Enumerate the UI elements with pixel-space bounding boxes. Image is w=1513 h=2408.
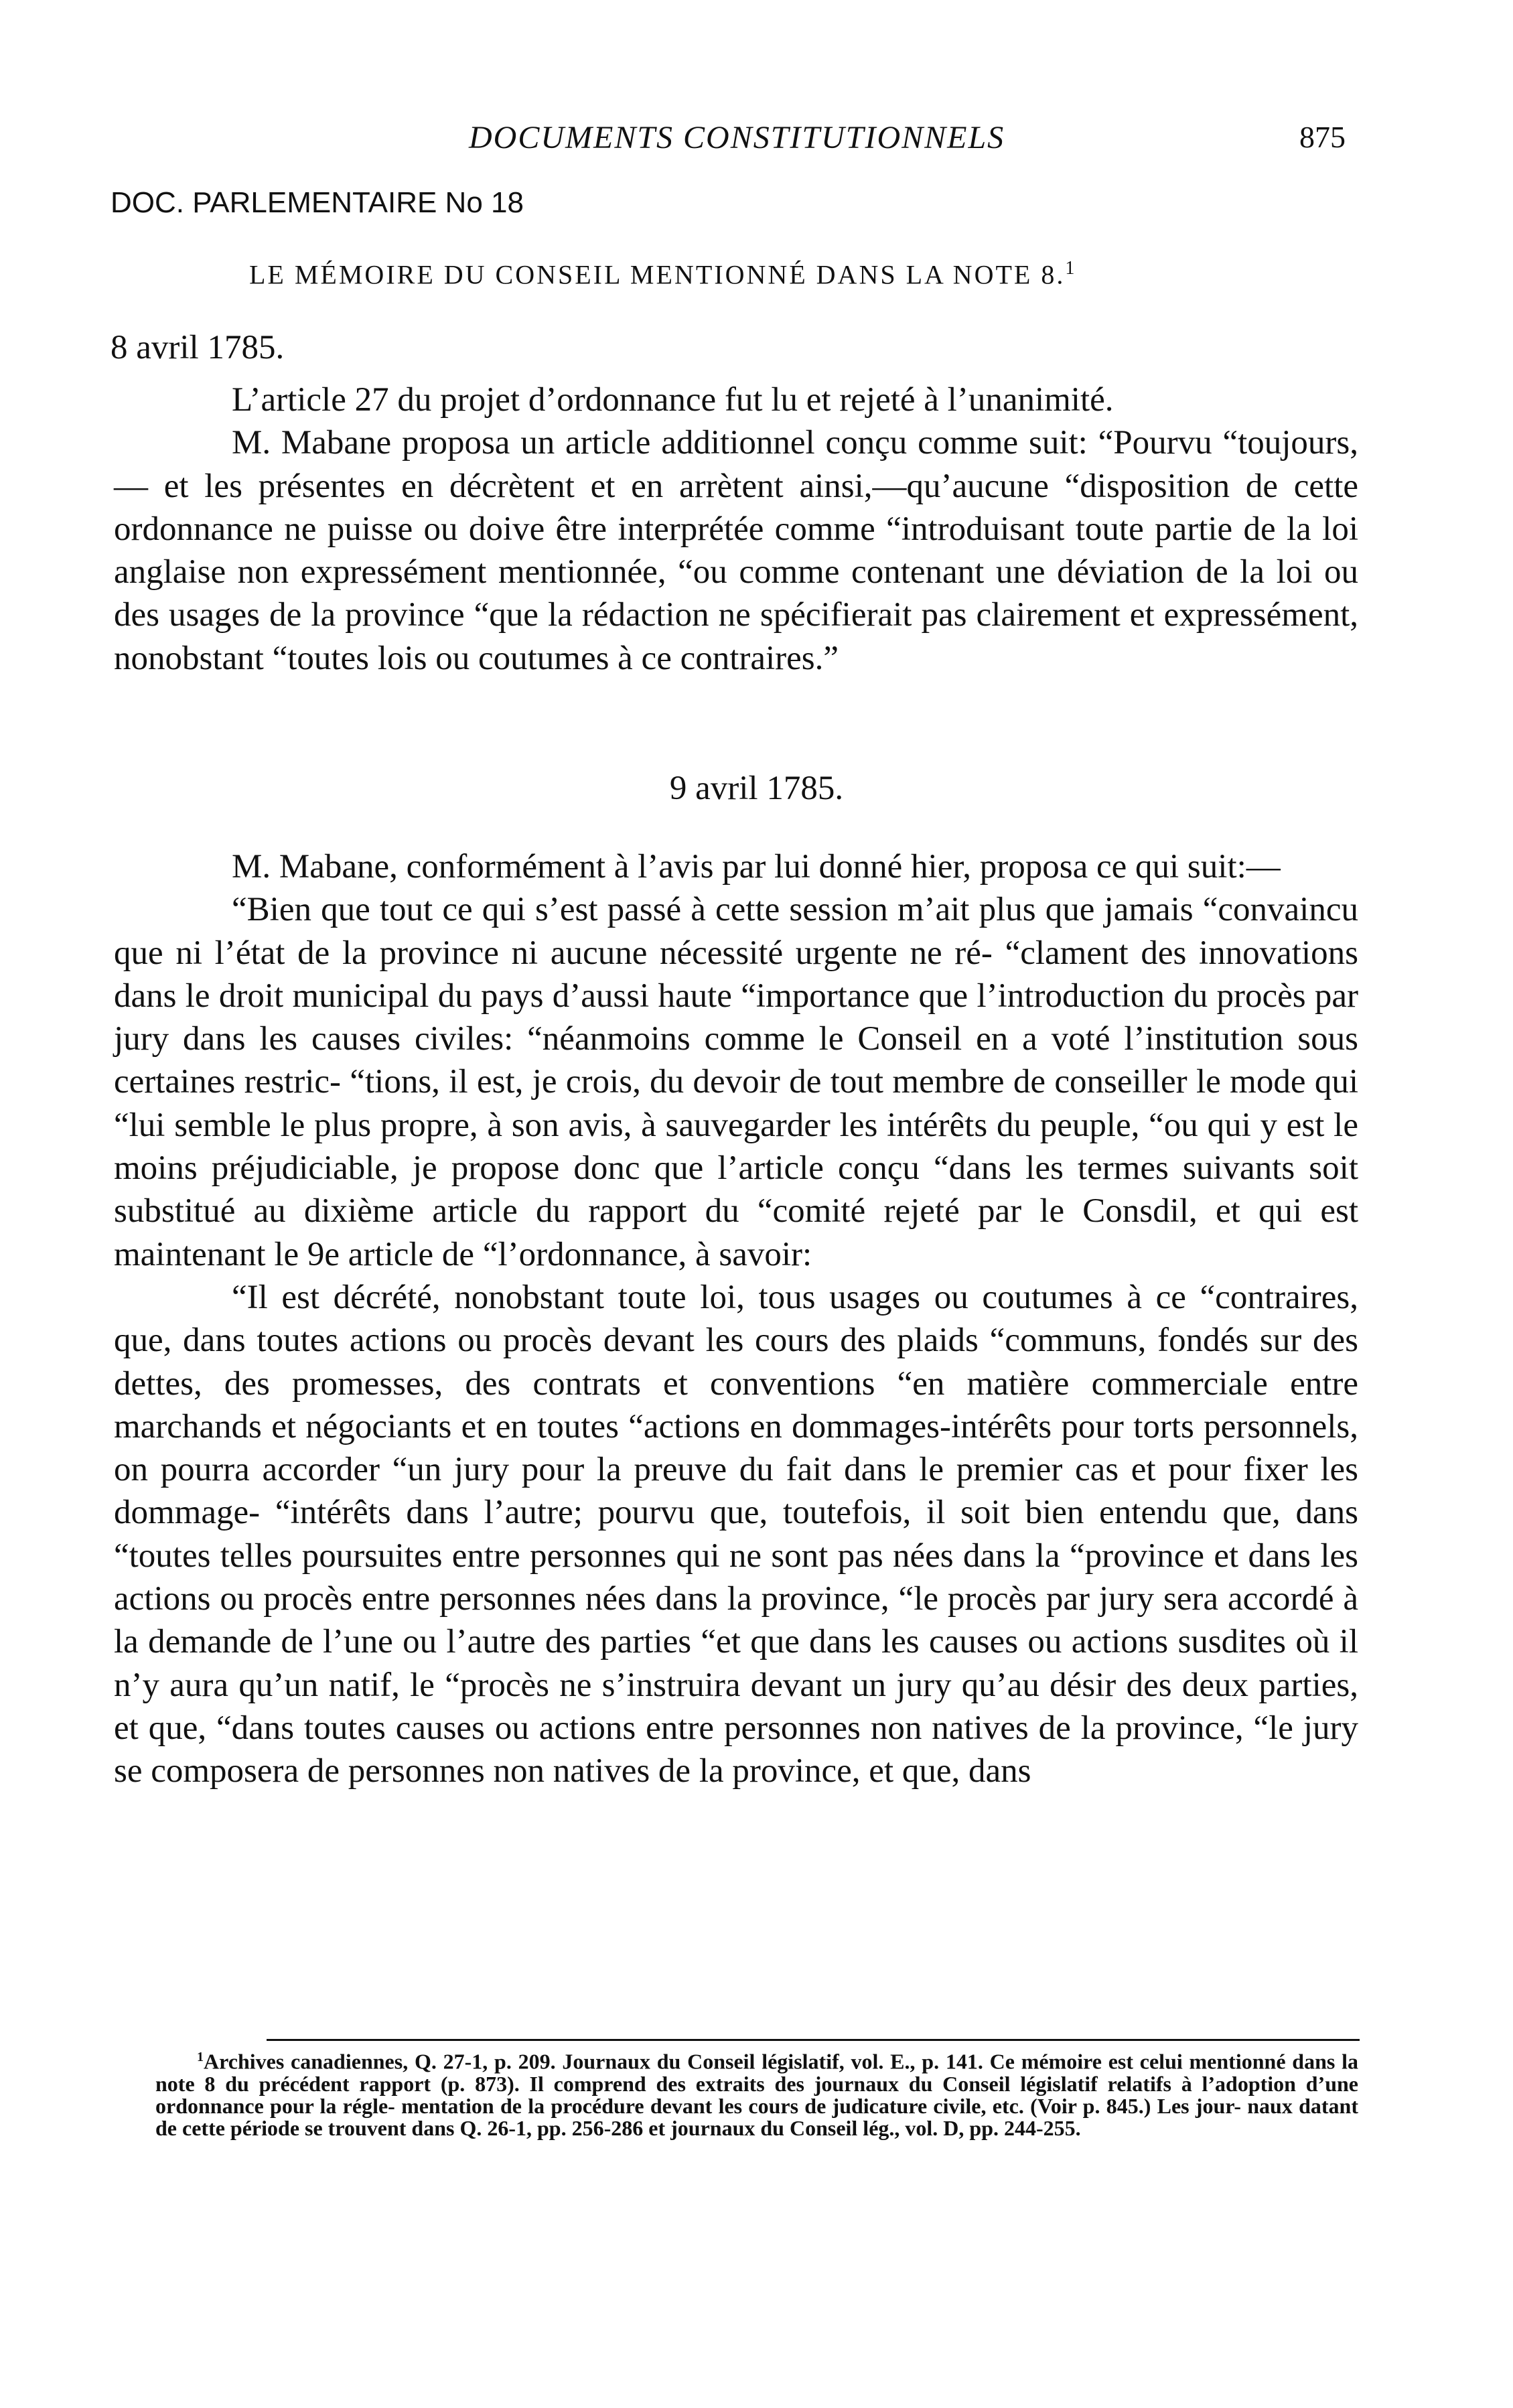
document-label: DOC. PARLEMENTAIRE No 18: [111, 186, 524, 219]
date-heading-1: 8 avril 1785.: [111, 329, 285, 366]
running-title: DOCUMENTS CONSTITUTIONNELS: [469, 120, 1005, 155]
document-title: [249, 258, 1076, 290]
page-number: 875: [1299, 120, 1346, 154]
paragraph-5: “Il est décrété, nonobstant toute loi, tous usages ou coutumes à ce “contraires, que, dans toutes actions ou procès devant les cours des plaids “communs, fondés sur des dettes, des promesses, des contrats et conventions “en matière commerciale entre marchands et négociants et en toutes “actions en dommages-intérêts pour torts personnels, on pourra accorder “un jury pour la preuve du fait dans le premier cas et pour fixer les dommage- “intérêts dans l’autre; pourvu que, toutefois, il soit bien entendu que, dans “toutes telles poursuites entre personnes qui ne sont pas nées dans la “province et dans les actions ou procès entre personnes nées dans la province, “le procès par jury sera accordé à la demande de l’une ou l’autre des parties “et que dans les causes ou actions susdites où il n’y aura qu’un natif, le “procès ne s’instruira devant un jury qu’au désir des deux parties, et que, “dans toutes causes ou actions entre personnes non natives de la province, “le jury se composera de personnes non natives de la province, et que, dans: [114, 1278, 1358, 1790]
footnote-paragraph: [155, 2046, 1358, 2139]
paragraph-3: M. Mabane, conformément à l’avis par lui donné hier, proposa ce qui suit:—: [232, 848, 1281, 886]
text-block-2: [114, 845, 1358, 1793]
document-title-text: LE MÉMOIRE DU CONSEIL MENTIONNÉ DANS LA NOTE 8.: [249, 259, 1066, 290]
text-block-1: [114, 378, 1358, 680]
paragraph-4: “Bien que tout ce qui s’est passé à cette session m’ait plus que jamais “convaincu que ni l’état de la province ni aucune nécessité urgente ne ré- “clament des innovations dans le droit municipal du pays d’aussi haute “importance que l’introduction du procès par jury dans les causes civiles: “néanmoins comme le Conseil en a voté l’institution sous certaines restric- “tions, il est, je crois, du devoir de tout membre de conseiller le mode qui “lui semble le plus propre, à son avis, à sauvegarder les intérêts du peuple, “ou qui y est le moins préjudiciable, je propose donc que l’article conçu “dans les termes suivants soit substitué au dixième article du rapport du “comité rejeté par le Consdil, et qui est maintenant le 9e article de “l’ordonnance, à savoir:: [114, 891, 1358, 1273]
footnote-marker: 1: [197, 2050, 204, 2064]
footnote-divider: [267, 2039, 1360, 2041]
paragraph-2: M. Mabane proposa un article additionnel conçu comme suit: “Pourvu “toujours,— et les présentes en décrètent et en arrètent ainsi,—qu’aucune “disposition de cette ordonnance ne puisse ou doive être interprétée comme “introduisant toute partie de la loi anglaise non expressément mentionnée, “ou comme contenant une déviation de la loi ou des usages de la province “que la rédaction ne spécifierait pas clairement et expressément, nonobstant “toutes lois ou coutumes à ce contraires.”: [114, 424, 1358, 677]
footnote: [155, 2046, 1358, 2139]
title-footnote-ref: 1: [1065, 258, 1077, 279]
date-heading-2: 9 avril 1785.: [669, 770, 844, 807]
footnote-text: Archives canadiennes, Q. 27-1, p. 209. Journaux du Conseil législatif, vol. E., p. 141. Ce mémoire est celui mentionné dans la note 8 du précédent rapport (p. 873). Il comprend des extraits des journaux du Conseil législatif relatifs à l’adoption d’une ordonnance pour la régle- mentation de la procédure devant les cours de judicature civile, etc. (Voir p. 845.) Les jour- naux datant de cette période se trouvent dans Q. 26-1, pp. 256-286 et journaux du Conseil lég., vol. D, pp. 244-255.: [155, 2049, 1358, 2140]
paragraph-1: L’article 27 du projet d’ordonnance fut lu et rejeté à l’unanimité.: [232, 381, 1114, 419]
